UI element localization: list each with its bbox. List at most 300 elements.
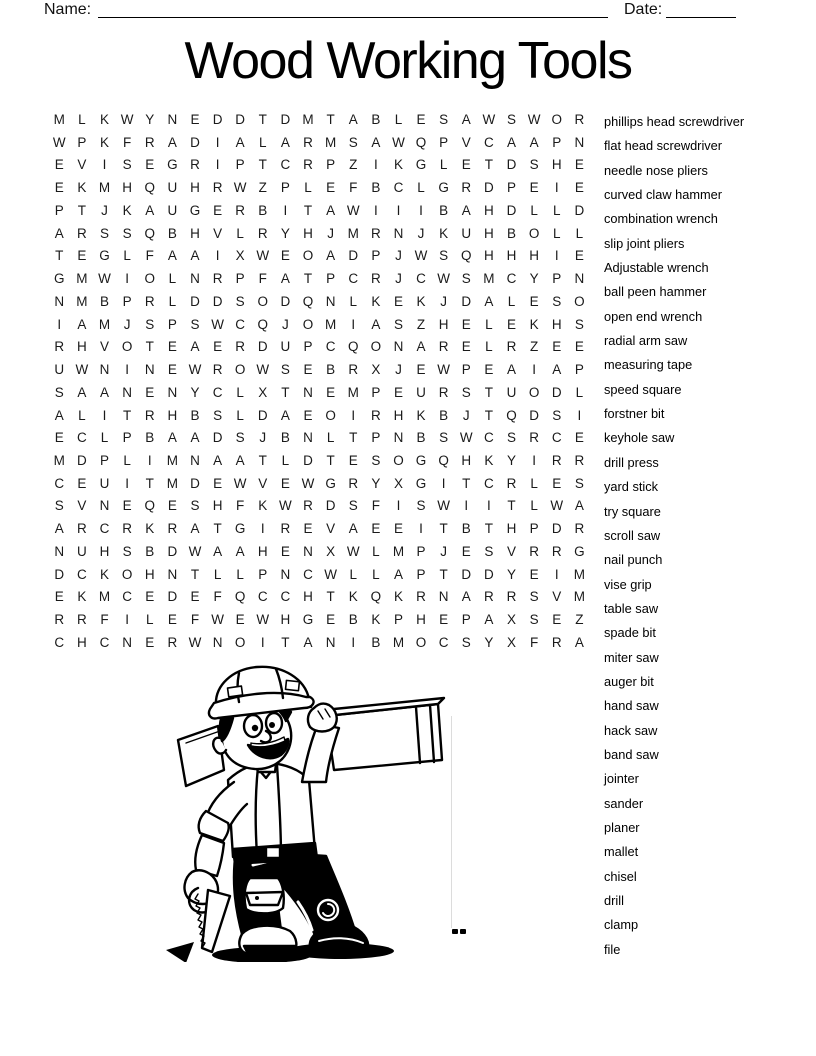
grid-cell: A <box>235 453 245 469</box>
grid-cell: T <box>213 521 222 537</box>
grid-cell: L <box>123 248 131 264</box>
grid-cell: R <box>370 407 381 423</box>
grid-cell: T <box>439 521 448 537</box>
grid-cell: P <box>122 293 132 309</box>
grid-cell: D <box>235 112 246 127</box>
grid-cell: O <box>234 634 246 650</box>
grid-cell: A <box>529 134 539 150</box>
grid-row <box>48 245 591 268</box>
grid-cell: E <box>213 339 223 355</box>
grid-cell: H <box>303 225 313 241</box>
grid-cell: H <box>438 316 449 332</box>
grid-cell: E <box>303 362 313 378</box>
grid-cell: A <box>371 316 381 332</box>
grid-cell: A <box>303 634 313 650</box>
grid-cell: U <box>167 202 178 218</box>
grid-cell: G <box>99 248 110 264</box>
grid-cell: W <box>324 566 337 582</box>
grid-cell: O <box>528 384 540 400</box>
grid-cell: Y <box>506 566 516 582</box>
word-list-item: hack saw <box>604 722 658 738</box>
grid-cell: R <box>167 634 178 650</box>
grid-cell: S <box>552 407 562 423</box>
grid-cell: R <box>280 521 291 537</box>
grid-cell: W <box>211 612 224 628</box>
grid-cell: I <box>102 157 107 173</box>
grid-cell: P <box>574 362 584 378</box>
grid-cell: T <box>326 112 335 127</box>
grid-cell: B <box>348 612 358 628</box>
grid-cell: R <box>438 339 449 355</box>
grid-cell: B <box>167 225 177 241</box>
grid-cell: R <box>551 453 562 469</box>
grid-cell: P <box>416 566 426 582</box>
word-list-item: speed square <box>604 381 682 397</box>
grid-cell: E <box>552 612 562 628</box>
grid-cell: A <box>77 384 87 400</box>
word-search-grid <box>48 109 591 655</box>
grid-cell: J <box>282 316 289 332</box>
grid-cell: K <box>258 498 268 514</box>
grid-cell: O <box>121 339 133 355</box>
grid-cell: S <box>461 634 471 650</box>
grid-cell: R <box>144 134 155 150</box>
grid-cell: T <box>77 202 87 218</box>
dot-mark <box>452 929 458 934</box>
grid-cell: R <box>551 543 562 559</box>
grid-cell: K <box>416 293 426 309</box>
grid-cell: P <box>303 339 313 355</box>
grid-cell: D <box>190 134 200 150</box>
grid-cell: I <box>351 407 356 423</box>
grid-row <box>48 359 591 382</box>
grid-cell: R <box>348 362 359 378</box>
grid-cell: H <box>393 407 404 423</box>
grid-cell: E <box>461 543 471 559</box>
grid-cell: D <box>303 453 313 469</box>
grid-cell: E <box>529 180 539 196</box>
grid-cell: C <box>54 634 65 650</box>
grid-cell: A <box>54 225 64 241</box>
carpenter-illustration <box>158 652 470 962</box>
grid-cell: M <box>98 180 111 196</box>
grid-cell: A <box>326 202 336 218</box>
grid-cell: W <box>120 112 134 127</box>
grid-cell: D <box>167 543 178 559</box>
grid-cell: L <box>236 225 244 241</box>
grid-cell: R <box>77 225 87 241</box>
grid-cell: H <box>484 248 494 264</box>
grid-cell: Q <box>415 134 427 150</box>
grid-cell: M <box>324 316 337 332</box>
grid-cell: P <box>461 362 471 378</box>
grid-cell: T <box>190 566 200 582</box>
grid-cell: E <box>213 202 223 218</box>
word-list-item: miter saw <box>604 649 659 665</box>
grid-cell: W <box>188 362 202 378</box>
grid-cell: W <box>211 316 224 332</box>
grid-cell: S <box>213 407 223 423</box>
grid-cell: I <box>215 157 220 173</box>
grid-cell: N <box>303 543 313 559</box>
grid-cell: C <box>506 271 517 287</box>
grid-cell: G <box>325 475 336 491</box>
word-list-item: needle nose pliers <box>604 162 708 178</box>
grid-cell: K <box>145 521 155 537</box>
word-list-item: jointer <box>604 771 639 787</box>
grid-cell: W <box>75 362 89 378</box>
grid-cell: E <box>461 316 471 332</box>
grid-cell: N <box>144 362 155 378</box>
grid-cell: H <box>529 248 539 264</box>
grid-cell: P <box>100 453 110 469</box>
grid-cell: V <box>552 589 562 605</box>
grid-cell: D <box>461 566 472 582</box>
grid-cell: C <box>325 339 336 355</box>
grid-cell: T <box>326 589 335 605</box>
grid-cell: M <box>573 589 585 605</box>
grid-cell: S <box>416 498 426 514</box>
grid-cell: S <box>122 157 132 173</box>
grid-cell: B <box>461 521 471 537</box>
grid-cell: O <box>415 634 427 650</box>
grid-cell: S <box>529 589 539 605</box>
grid-cell: B <box>280 430 290 446</box>
grid-cell: L <box>259 134 267 150</box>
grid-cell: A <box>484 293 494 309</box>
grid-cell: N <box>325 293 336 309</box>
grid-cell: V <box>213 225 223 241</box>
grid-cell: L <box>123 453 131 469</box>
grid-row <box>48 177 591 200</box>
grid-cell: D <box>461 293 472 309</box>
grid-cell: A <box>348 521 358 537</box>
grid-cell: O <box>528 225 540 241</box>
grid-cell: H <box>416 612 426 628</box>
grid-cell: R <box>416 589 426 605</box>
grid-cell: L <box>326 430 335 446</box>
grid-cell: Z <box>575 612 584 628</box>
grid-cell: K <box>416 407 426 423</box>
grid-cell: B <box>258 202 268 218</box>
grid-cell: T <box>281 384 290 400</box>
grid-cell: N <box>190 453 200 469</box>
word-list-item: measuring tape <box>604 357 693 373</box>
grid-cell: K <box>100 134 110 150</box>
grid-cell: D <box>484 180 494 196</box>
grid-cell: C <box>438 634 449 650</box>
grid-cell: E <box>54 157 64 173</box>
grid-cell: E <box>122 498 132 514</box>
grid-cell: L <box>552 202 561 218</box>
grid-cell: C <box>54 475 65 491</box>
grid-cell: K <box>100 566 110 582</box>
grid-cell: V <box>506 543 516 559</box>
grid-cell: A <box>574 634 584 650</box>
grid-cell: E <box>145 634 155 650</box>
grid-cell: R <box>235 339 246 355</box>
word-list-item: sander <box>604 795 644 811</box>
grid-cell: R <box>190 157 200 173</box>
word-list-item: drill press <box>604 454 659 470</box>
grid-cell: B <box>371 112 381 127</box>
grid-cell: C <box>416 271 426 287</box>
grid-cell: N <box>122 634 132 650</box>
grid-cell: E <box>416 362 426 378</box>
grid-cell: D <box>257 407 268 423</box>
grid-cell: E <box>348 453 358 469</box>
grid-cell: D <box>280 293 291 309</box>
grid-cell: S <box>506 112 516 127</box>
grid-cell: E <box>303 407 313 423</box>
grid-cell: N <box>393 225 404 241</box>
grid-cell: N <box>54 543 65 559</box>
grid-cell: C <box>393 180 404 196</box>
grid-cell: S <box>574 475 584 491</box>
word-list-item: auger bit <box>604 673 654 689</box>
grid-cell: I <box>283 202 288 218</box>
grid-cell: G <box>167 157 178 173</box>
grid-cell: N <box>438 589 449 605</box>
grid-row <box>48 541 591 564</box>
grid-cell: N <box>303 430 313 446</box>
grid-cell: E <box>393 293 403 309</box>
grid-cell: R <box>574 112 585 127</box>
word-list-item: drill <box>604 893 624 908</box>
grid-cell: R <box>54 612 65 628</box>
grid-cell: E <box>280 248 290 264</box>
grid-cell: C <box>280 589 291 605</box>
grid-cell: E <box>190 112 200 127</box>
grid-cell: S <box>280 362 290 378</box>
grid-cell: P <box>77 134 87 150</box>
grid-cell: T <box>258 112 267 127</box>
grid-cell: W <box>188 634 202 650</box>
grid-cell: J <box>123 316 131 332</box>
grid-cell: R <box>122 521 132 537</box>
grid-row <box>48 495 591 518</box>
grid-cell: S <box>235 293 245 309</box>
grid-cell: L <box>236 384 244 400</box>
grid-cell: P <box>258 566 268 582</box>
grid-cell: W <box>301 475 315 491</box>
grid-cell: Q <box>257 316 269 332</box>
grid-cell: Q <box>347 339 359 355</box>
grid-cell: D <box>574 202 585 218</box>
grid-cell: Q <box>144 225 155 241</box>
lumber-back-end <box>178 726 224 786</box>
grid-cell: J <box>395 362 402 378</box>
grid-cell: R <box>257 225 268 241</box>
grid-cell: E <box>552 475 562 491</box>
grid-cell: S <box>100 225 110 241</box>
grid-cell: Y <box>506 453 516 469</box>
grid-cell: O <box>302 316 314 332</box>
grid-cell: N <box>280 566 291 582</box>
grid-cell: S <box>393 316 403 332</box>
grid-cell: G <box>54 271 65 287</box>
grid-cell: P <box>552 271 562 287</box>
grid-cell: Y <box>371 475 381 491</box>
grid-cell: E <box>393 521 403 537</box>
grid-cell: R <box>370 271 381 287</box>
grid-cell: S <box>529 157 539 173</box>
grid-cell: B <box>190 407 200 423</box>
grid-cell: Z <box>258 180 267 196</box>
grid-cell: W <box>346 543 360 559</box>
word-list-item: scroll saw <box>604 527 661 543</box>
grid-cell: T <box>303 202 313 218</box>
grid-cell: I <box>57 316 62 332</box>
grid-cell: C <box>257 589 268 605</box>
grid-cell: N <box>99 498 110 514</box>
grid-cell: E <box>574 430 584 446</box>
grid-cell: N <box>99 362 110 378</box>
grid-cell: D <box>551 521 562 537</box>
name-blank-line <box>98 0 608 18</box>
word-list-item: nail punch <box>604 552 663 568</box>
grid-cell: F <box>258 271 267 287</box>
grid-cell: Y <box>484 634 494 650</box>
shadow-shape <box>166 942 194 962</box>
grid-cell: L <box>485 316 493 332</box>
grid-cell: R <box>461 180 472 196</box>
grid-cell: R <box>370 225 381 241</box>
grid-cell: K <box>371 293 381 309</box>
grid-cell: M <box>347 384 359 400</box>
grid-cell: N <box>167 384 178 400</box>
grid-cell: H <box>257 543 268 559</box>
grid-cell: I <box>554 180 559 196</box>
grid-cell: D <box>484 566 494 582</box>
word-list-item: band saw <box>604 746 659 762</box>
grid-cell: C <box>303 566 313 582</box>
grid-cell: V <box>461 134 471 150</box>
grid-cell: R <box>303 498 313 514</box>
grid-cell: F <box>100 612 109 628</box>
grid-cell: L <box>78 112 86 127</box>
grid-cell: A <box>461 202 471 218</box>
grid-cell: F <box>190 612 200 628</box>
grid-cell: U <box>416 384 426 400</box>
grid-cell: E <box>167 498 177 514</box>
grid-cell: I <box>125 271 130 287</box>
grid-cell: T <box>462 475 471 491</box>
grid-cell: W <box>98 271 111 287</box>
grid-cell: I <box>464 498 469 514</box>
word-list-item: curved claw hammer <box>604 187 723 203</box>
grid-cell: I <box>125 475 130 491</box>
grid-cell: H <box>77 634 87 650</box>
grid-cell: E <box>54 589 64 605</box>
grid-cell: K <box>484 453 494 469</box>
grid-cell: Q <box>144 498 155 514</box>
grid-cell: I <box>102 407 107 423</box>
grid-cell: H <box>506 521 517 537</box>
grid-cell: T <box>281 634 290 650</box>
grid-cell: O <box>551 112 562 127</box>
grid-cell: E <box>439 612 449 628</box>
grid-cell: S <box>439 248 449 264</box>
grid-cell: E <box>145 589 155 605</box>
grid-cell: B <box>371 180 381 196</box>
grid-cell: Q <box>438 453 449 469</box>
grid-cell: M <box>573 566 585 582</box>
grid-cell: T <box>145 339 154 355</box>
grid-cell: A <box>190 430 200 446</box>
grid-cell: P <box>416 543 426 559</box>
grid-cell: D <box>167 589 178 605</box>
grid-cell: Y <box>190 384 200 400</box>
grid-cell: E <box>280 543 290 559</box>
grid-cell: P <box>326 271 336 287</box>
grid-cell: H <box>77 339 87 355</box>
grid-cell: F <box>123 134 132 150</box>
grid-cell: N <box>303 384 313 400</box>
grid-cell: O <box>302 248 314 264</box>
grid-cell: G <box>415 157 427 173</box>
grid-cell: R <box>529 430 539 446</box>
grid-cell: W <box>437 271 451 287</box>
grid-cell: H <box>551 316 562 332</box>
grid-cell: C <box>77 430 87 446</box>
grid-cell: B <box>506 225 516 241</box>
grid-cell: W <box>437 362 451 378</box>
grid-cell: H <box>190 225 200 241</box>
grid-cell: A <box>167 430 177 446</box>
grid-cell: E <box>190 589 200 605</box>
grid-cell: Y <box>529 271 539 287</box>
word-list-item: vise grip <box>604 576 652 592</box>
grid-cell: N <box>393 339 404 355</box>
grid-row <box>48 268 591 291</box>
grid-cell: N <box>574 134 585 150</box>
grid-cell: Y <box>280 225 290 241</box>
grid-cell: R <box>212 180 223 196</box>
grid-cell: B <box>145 543 155 559</box>
grid-cell: H <box>303 589 313 605</box>
grid-cell: M <box>53 112 65 127</box>
grid-cell: T <box>484 521 493 537</box>
grid-cell: C <box>235 316 246 332</box>
grid-cell: H <box>506 248 517 264</box>
date-blank-line <box>666 0 736 18</box>
grid-cell: X <box>506 612 516 628</box>
grid-cell: E <box>393 384 403 400</box>
grid-cell: E <box>54 180 64 196</box>
grid-cell: R <box>54 339 65 355</box>
grid-cell: U <box>280 339 291 355</box>
grid-cell: L <box>417 180 425 196</box>
grid-cell: Q <box>506 407 517 423</box>
grid-cell: T <box>484 157 493 173</box>
grid-cell: A <box>167 248 177 264</box>
grid-cell: A <box>393 566 403 582</box>
grid-cell: Q <box>302 293 314 309</box>
grid-cell: X <box>371 362 381 378</box>
grid-cell: R <box>77 612 87 628</box>
grid-cell: J <box>417 225 425 241</box>
grid-cell: Y <box>145 112 155 127</box>
grid-cell: J <box>259 430 267 446</box>
grid-cell: R <box>506 475 517 491</box>
grid-cell: D <box>257 339 268 355</box>
grid-cell: Q <box>461 248 472 264</box>
grid-cell: G <box>234 521 246 537</box>
grid-cell: I <box>260 521 265 537</box>
word-list-item: spade bit <box>604 625 656 641</box>
grid-cell: A <box>461 589 471 605</box>
